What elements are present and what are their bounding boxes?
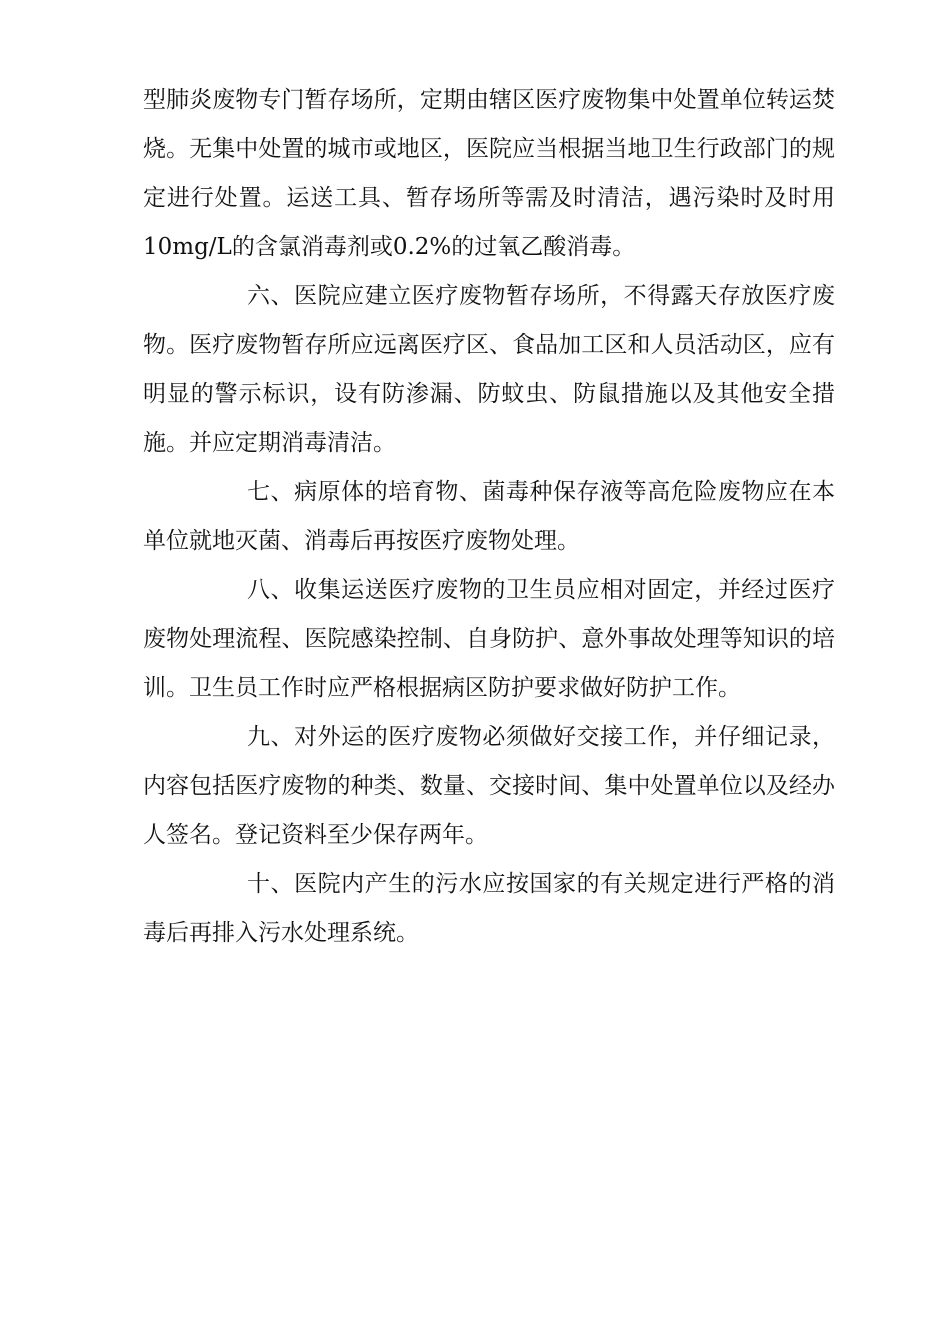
paragraph-item-10: 十、医院内产生的污水应按国家的有关规定进行严格的消毒后再排入污水处理系统。 xyxy=(143,871,835,946)
paragraph-item-7: 七、病原体的培育物、菌毒种保存液等高危险废物应在本单位就地灭菌、消毒后再按医疗废物处理。 xyxy=(143,479,835,554)
paragraph-item-9: 九、对外运的医疗废物必须做好交接工作，并仔细记录，内容包括医疗废物的种类、数量、交接时间、集中处置单位以及经办人签名。登记资料至少保存两年。 xyxy=(143,724,835,848)
paragraph-item-8: 八、收集运送医疗废物的卫生员应相对固定，并经过医疗废物处理流程、医院感染控制、自身防护、意外事故处理等知识的培训。卫生员工作时应严格根据病区防护要求做好防护工作。 xyxy=(143,577,835,701)
paragraph-item-6: 六、医院应建立医疗废物暂存场所，不得露天存放医疗废物。医疗废物暂存所应远离医疗区、食品加工区和人员活动区，应有明显的警示标识，设有防渗漏、防蚊虫、防鼠措施以及其他安全措施。并应定期消毒清洁。 xyxy=(143,283,835,456)
paragraph-continued: 型肺炎废物专门暂存场所，定期由辖区医疗废物集中处置单位转运焚烧。无集中处置的城市或地区，医院应当根据当地卫生行政部门的规定进行处置。运送工具、暂存场所等需及时清洁，遇污染时及时用10mg/L的含氯消毒剂或0.2%的过氧乙酸消毒。 xyxy=(143,87,835,260)
document-body xyxy=(143,76,835,958)
